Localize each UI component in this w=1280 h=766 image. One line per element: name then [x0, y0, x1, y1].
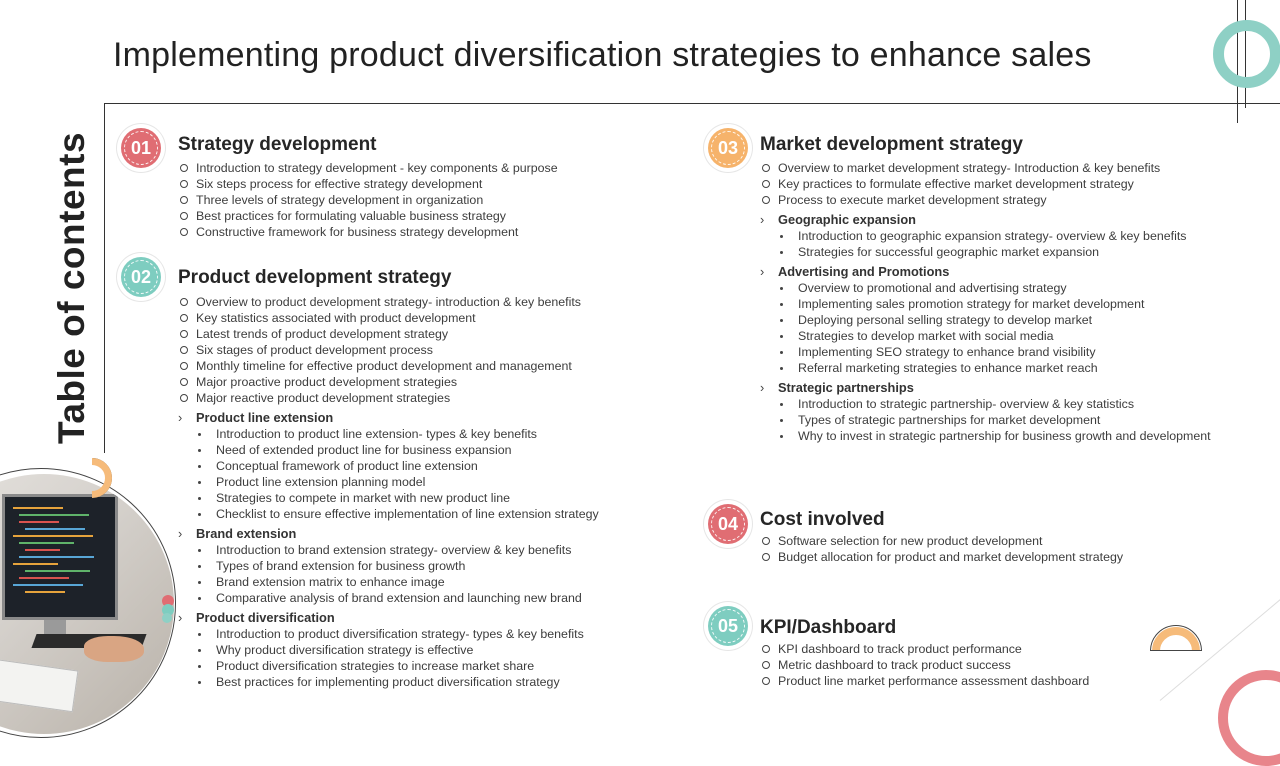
list-item: Checklist to ensure effective implementation of line extension strategy — [178, 506, 599, 522]
list-item: Strategies for successful geographic market expansion — [760, 244, 1211, 260]
section-list — [178, 160, 558, 240]
list-item: Metric dashboard to track product success — [760, 657, 1089, 673]
subsection-heading — [178, 609, 599, 626]
list-item: Introduction to product line extension- types & key benefits — [178, 426, 599, 442]
frame-top-line — [104, 103, 1280, 104]
subsection-title: Geographic expansion — [778, 212, 916, 227]
list-item: Software selection for new product development — [760, 533, 1123, 549]
section-number-badge: 05 — [708, 606, 748, 646]
list-item: Overview to product development strategy- introduction & key benefits — [178, 294, 599, 310]
list-item: Why product diversification strategy is effective — [178, 642, 599, 658]
decor-dot-teal — [162, 613, 172, 623]
list-item: Introduction to product diversification strategy- types & key benefits — [178, 626, 599, 642]
list-item: Budget allocation for product and market development strategy — [760, 549, 1123, 565]
list-item: Six stages of product development process — [178, 342, 599, 358]
list-item: Best practices for formulating valuable business strategy — [178, 208, 558, 224]
list-item: Comparative analysis of brand extension and launching new brand — [178, 590, 599, 606]
section-list — [760, 533, 1123, 565]
list-item: KPI dashboard to track product performance — [760, 641, 1089, 657]
section-number-badge: 03 — [708, 128, 748, 168]
section-number-badge: 01 — [121, 128, 161, 168]
list-item: Strategies to compete in market with new product line — [178, 490, 599, 506]
list-item: Three levels of strategy development in organization — [178, 192, 558, 208]
list-item: Process to execute market development strategy — [760, 192, 1211, 208]
section-list — [178, 294, 599, 690]
section-list — [760, 160, 1211, 444]
subsection-title: Product line extension — [196, 410, 334, 425]
list-item: Implementing sales promotion strategy for market development — [760, 296, 1211, 312]
list-item: Overview to market development strategy- Introduction & key benefits — [760, 160, 1211, 176]
side-title: Table of contents — [51, 131, 92, 445]
subsection-title: Product diversification — [196, 610, 335, 625]
subsection-heading — [760, 263, 1211, 280]
chevron-right-icon: › — [178, 410, 183, 425]
decor-orange-arc — [1152, 627, 1200, 675]
list-item: Introduction to geographic expansion strategy- overview & key benefits — [760, 228, 1211, 244]
chevron-right-icon: › — [178, 526, 183, 541]
section-title: Strategy development — [178, 134, 377, 155]
list-item: Strategies to develop market with social media — [760, 328, 1211, 344]
section-title: KPI/Dashboard — [760, 617, 897, 638]
page-title: Implementing product diversification strategies to enhance sales — [113, 36, 1092, 74]
list-item: Product diversification strategies to increase market share — [178, 658, 599, 674]
section-title: Market development strategy — [760, 134, 1023, 155]
list-item: Introduction to brand extension strategy- overview & key benefits — [178, 542, 599, 558]
list-item: Best practices for implementing product diversification strategy — [178, 674, 599, 690]
list-item: Key statistics associated with product development — [178, 310, 599, 326]
list-item: Major reactive product development strategies — [178, 390, 599, 406]
chevron-right-icon: › — [760, 380, 765, 395]
chevron-right-icon: › — [760, 212, 765, 227]
decor-red-ring — [1218, 670, 1280, 766]
list-item: Constructive framework for business strategy development — [178, 224, 558, 240]
subsection-heading — [178, 409, 599, 426]
list-item: Types of brand extension for business growth — [178, 558, 599, 574]
list-item: Product line market performance assessment dashboard — [760, 673, 1089, 689]
list-item: Monthly timeline for effective product development and management — [178, 358, 599, 374]
list-item: Overview to promotional and advertising strategy — [760, 280, 1211, 296]
monitor-image — [2, 494, 118, 620]
list-item: Referral marketing strategies to enhance market reach — [760, 360, 1211, 376]
list-item: Key practices to formulate effective market development strategy — [760, 176, 1211, 192]
list-item: Need of extended product line for business expansion — [178, 442, 599, 458]
chevron-right-icon: › — [760, 264, 765, 279]
list-item: Product line extension planning model — [178, 474, 599, 490]
section-number-badge: 02 — [121, 257, 161, 297]
subsection-title: Strategic partnerships — [778, 380, 914, 395]
list-item: Introduction to strategic partnership- overview & key statistics — [760, 396, 1211, 412]
subsection-title: Brand extension — [196, 526, 297, 541]
section-title: Cost involved — [760, 509, 885, 530]
decor-arc-baseline — [1150, 650, 1202, 651]
workspace-photo — [0, 474, 174, 734]
list-item: Conceptual framework of product line extension — [178, 458, 599, 474]
section-list — [760, 641, 1089, 689]
list-item: Why to invest in strategic partnership for business growth and development — [760, 428, 1211, 444]
subsection-heading — [760, 211, 1211, 228]
list-item: Implementing SEO strategy to enhance brand visibility — [760, 344, 1211, 360]
list-item: Types of strategic partnerships for market development — [760, 412, 1211, 428]
list-item: Six steps process for effective strategy development — [178, 176, 558, 192]
hand-image — [84, 636, 144, 662]
list-item: Major proactive product development strategies — [178, 374, 599, 390]
subsection-heading — [760, 379, 1211, 396]
decor-teal-ring — [1213, 20, 1280, 88]
subsection-title: Advertising and Promotions — [778, 264, 950, 279]
section-title: Product development strategy — [178, 267, 452, 288]
list-item: Brand extension matrix to enhance image — [178, 574, 599, 590]
section-number-badge: 04 — [708, 504, 748, 544]
list-item: Deploying personal selling strategy to develop market — [760, 312, 1211, 328]
subsection-heading — [178, 525, 599, 542]
list-item: Latest trends of product development strategy — [178, 326, 599, 342]
list-item: Introduction to strategy development - key components & purpose — [178, 160, 558, 176]
chevron-right-icon: › — [178, 610, 183, 625]
side-title-wrap — [12, 128, 132, 448]
